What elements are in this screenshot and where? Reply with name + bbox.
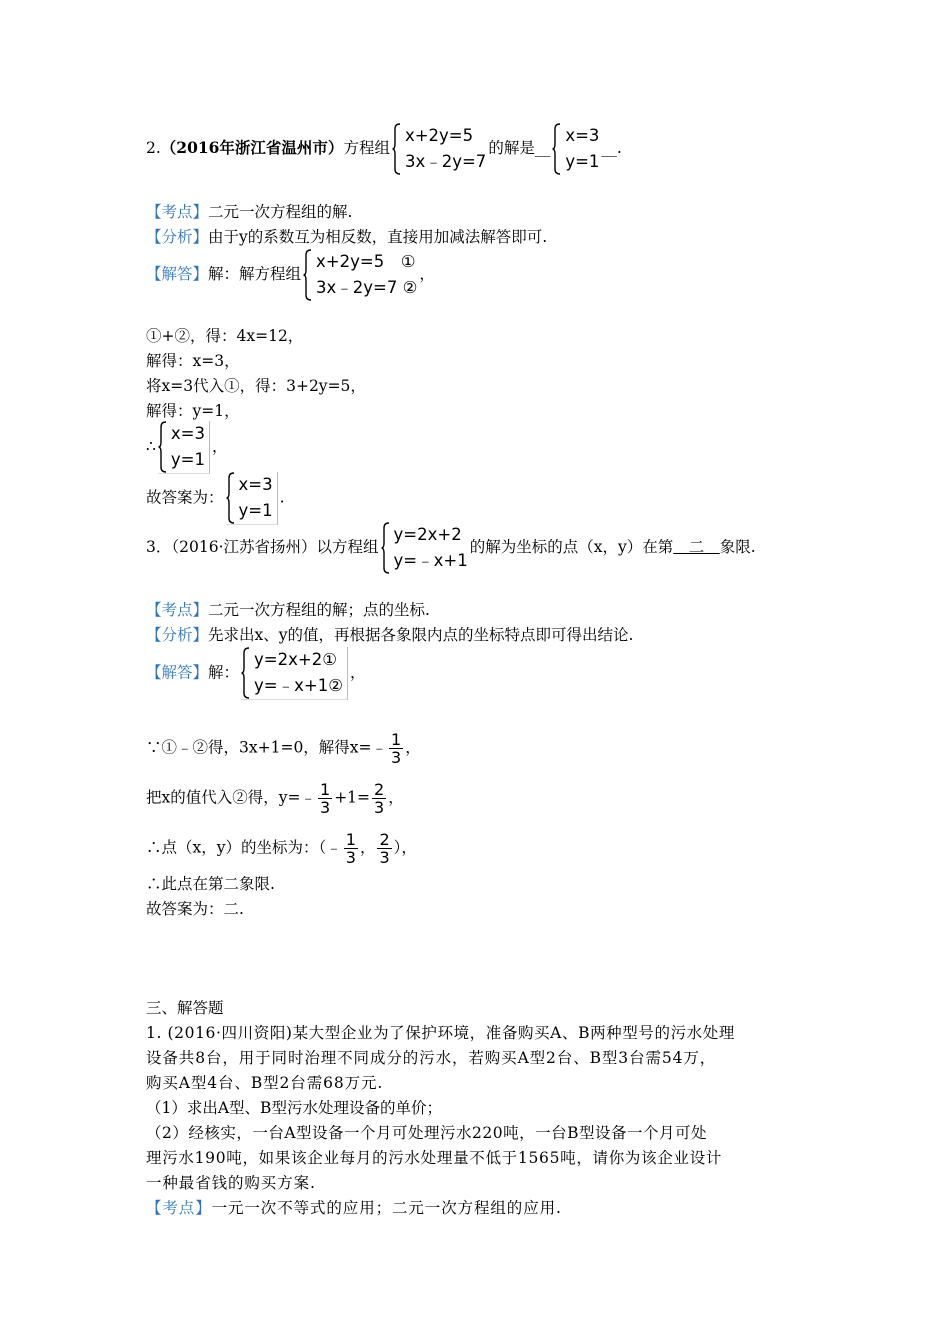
- kaodian-tag: 【考点】: [146, 601, 209, 619]
- q2-stem: [146, 123, 622, 175]
- final-y: y=1: [238, 501, 273, 520]
- brace-icon: [158, 421, 167, 473]
- q2-jieda-system: [303, 249, 417, 301]
- jieda-text: 解：: [208, 663, 240, 682]
- q2-kaodian: [146, 202, 352, 222]
- numerator: 2: [379, 830, 390, 849]
- jieda-tag: 【解答】: [146, 663, 209, 682]
- q2-step5: [146, 421, 227, 474]
- sec3-problem-part2-line1: （2）经核实，一台A型设备一个月可处理污水220吨，一台B型设备一个月可处: [146, 1124, 708, 1142]
- fenxi-text: 先求出x、y的值，再根据各象限内点的坐标特点即可得出结论.: [208, 626, 634, 644]
- q2-source: （2016年浙江省温州市）: [160, 138, 344, 157]
- brace-icon: [392, 123, 401, 175]
- fraction-one-third: [344, 831, 358, 866]
- q2-eq1: x+2y=5: [404, 126, 474, 145]
- q3-step2: [146, 781, 404, 816]
- q3-jeq1: y=2x+2①: [254, 650, 337, 669]
- jieda-post: ，: [419, 265, 435, 283]
- q2-jeq2: 3x﹣2y=7 ②: [316, 278, 418, 297]
- q2-final-system: [226, 472, 278, 525]
- numerator: 2: [374, 780, 385, 799]
- sec3-kaodian: [146, 1198, 562, 1218]
- comma: ，: [405, 738, 421, 757]
- sec3-problem-line2: 设备共8台，用于同时治理不同成分的污水，若购买A型2台、B型3台需54万，: [146, 1049, 717, 1067]
- kaodian-tag: 【考点】: [146, 203, 209, 221]
- sec3-problem-part2-line2: 理污水190吨，如果该企业每月的污水处理量不低于1565吨，请你为该企业设计: [146, 1149, 723, 1167]
- numerator: 1: [320, 780, 331, 799]
- fraction-one-third: [389, 731, 403, 766]
- sec3-problem-line3: 购买A型4台、B型2台需68万元.: [146, 1074, 384, 1092]
- comma: ，: [359, 838, 376, 857]
- q3-step1: [146, 731, 421, 766]
- q2-eq2: 3x﹣2y=7: [404, 152, 487, 171]
- sec3-problem-part2-line3: 一种最省钱的购买方案.: [146, 1174, 316, 1192]
- result-x: x=3: [170, 424, 205, 443]
- q2-ans2: y=1: [565, 152, 600, 171]
- kaodian-text: 二元一次方程组的解；点的坐标.: [208, 601, 430, 619]
- step2-mid: +1=: [334, 788, 371, 807]
- jieda-text: 解：解方程组: [208, 265, 302, 283]
- q3-text2: 的解为坐标的点（x，y）在第: [469, 538, 674, 556]
- brace-icon: [552, 123, 561, 175]
- q3-number: 3．: [146, 538, 172, 556]
- comma: ，: [388, 788, 404, 807]
- fenxi-tag: 【分析】: [146, 228, 209, 246]
- q3-source: （2016·江苏省扬州）: [171, 538, 317, 556]
- fraction-one-third: [318, 781, 332, 816]
- answer-label: 故答案为：: [146, 488, 224, 507]
- q2-step1: ①+②，得：4x=12，: [146, 327, 304, 345]
- q3-eq1: y=2x+2: [393, 525, 462, 544]
- numerator: 1: [391, 730, 402, 749]
- q2-answer-system: [552, 123, 599, 175]
- fenxi-tag: 【分析】: [146, 626, 209, 644]
- sec3-problem-part1: （1）求出A型、B型污水处理设备的单价；: [146, 1099, 442, 1117]
- final-x: x=3: [238, 475, 273, 494]
- result-y: y=1: [170, 450, 205, 469]
- q2-step4: 解得：y=1，: [146, 402, 240, 420]
- q2-number: 2.: [146, 139, 161, 157]
- sec3-problem-line1: 1. (2016·四川资阳)某大型企业为了保护环境，准备购买A、B两种型号的污水处理: [146, 1024, 735, 1042]
- fraction-two-thirds: [377, 831, 391, 866]
- period: .: [279, 488, 285, 507]
- denominator: 3: [320, 798, 331, 817]
- q3-text: 以方程组: [316, 538, 379, 556]
- brace-icon: [303, 249, 312, 301]
- q3-jieda: [146, 647, 366, 700]
- step1-text: ∵①﹣②得，3x+1=0，解得x=﹣: [146, 738, 388, 757]
- q2-jeq1: x+2y=5 ①: [316, 252, 416, 271]
- q3-equation-system: [381, 522, 468, 574]
- q2-ans1: x=3: [565, 126, 600, 145]
- section-title: 三、解答题: [146, 999, 224, 1017]
- q3-stem: [146, 522, 756, 574]
- fraction-two-thirds: [372, 781, 386, 816]
- brace-icon: [226, 472, 235, 524]
- q2-blank-post: __.: [601, 139, 622, 157]
- jieda-post: ，: [350, 663, 366, 682]
- q3-answer: 故答案为：二.: [146, 900, 244, 918]
- step3-text: ∴点（x，y）的坐标为：（﹣: [146, 838, 342, 857]
- q2-blank-pre: __: [534, 139, 551, 157]
- q3-step3: [146, 831, 417, 866]
- q3-text3: 象限.: [719, 538, 756, 556]
- brace-icon: [381, 522, 390, 574]
- q3-step4: ∴此点在第二象限.: [146, 875, 275, 893]
- q3-fenxi: [146, 625, 633, 645]
- denominator: 3: [379, 848, 390, 867]
- kaodian-text: 一元一次不等式的应用；二元一次方程组的应用.: [211, 1199, 562, 1217]
- therefore: ∴: [146, 437, 156, 456]
- q3-kaodian: [146, 600, 430, 620]
- q2-result-system: [158, 421, 210, 474]
- jieda-tag: 【解答】: [146, 265, 209, 283]
- q2-text: 方程组: [343, 139, 390, 157]
- comma: ，: [211, 437, 228, 456]
- denominator: 3: [374, 798, 385, 817]
- brace-icon: [241, 647, 250, 699]
- q2-answer: [146, 472, 285, 525]
- q2-step3: 将x=3代入①，得：3+2y=5，: [146, 377, 366, 395]
- numerator: 1: [345, 830, 356, 849]
- close-paren: ），: [393, 838, 417, 857]
- kaodian-text: 二元一次方程组的解.: [208, 203, 353, 221]
- denominator: 3: [391, 748, 402, 767]
- q3-answer-blank: 二: [673, 538, 720, 556]
- q2-text2: 的解是: [488, 139, 535, 157]
- q3-eq2: y=﹣x+1: [393, 551, 468, 570]
- step2-text: 把x的值代入②得，y=﹣: [146, 788, 316, 807]
- q3-jeq2: y=﹣x+1②: [254, 676, 344, 695]
- denominator: 3: [345, 848, 356, 867]
- q3-jieda-system: [241, 647, 348, 700]
- fenxi-text: 由于y的系数互为相反数，直接用加减法解答即可.: [208, 228, 548, 246]
- q2-fenxi: [146, 227, 547, 247]
- q2-step2: 解得：x=3，: [146, 352, 240, 370]
- q2-equation-system: [392, 123, 486, 175]
- q2-jieda: [146, 249, 435, 301]
- kaodian-tag: 【考点】: [146, 1199, 212, 1217]
